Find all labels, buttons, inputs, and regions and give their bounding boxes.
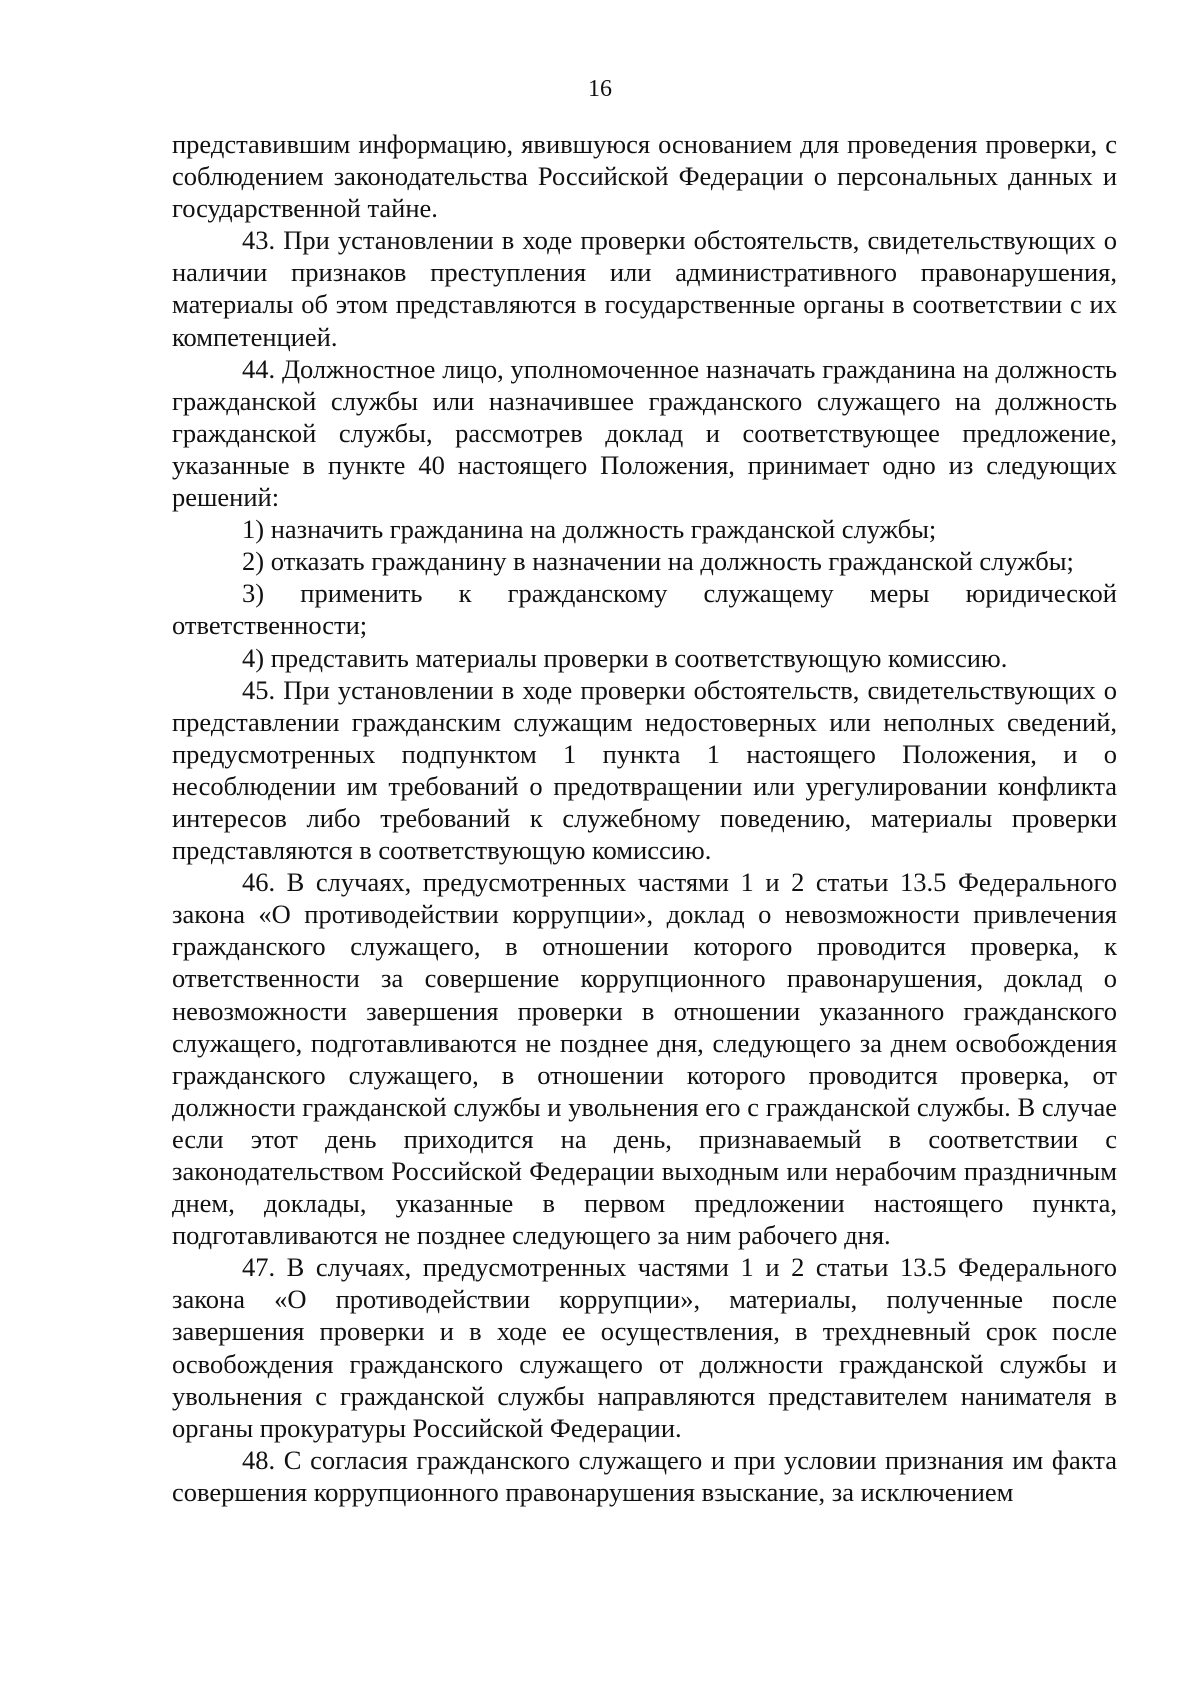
paragraph-48: 48. С согласия гражданского служащего и при условии признания им факта совершения коррупционного правонарушения взыскание, за исключением [172, 1444, 1117, 1507]
list-item-3: 3) применить к гражданскому служащему меры юридической ответственности; [172, 578, 1117, 641]
document-body [172, 128, 1117, 1508]
paragraph-45: 45. При установлении в ходе проверки обстоятельств, свидетельствующих о представлении гражданским служащим недостоверных или неполных сведений, предусмотренных подпунктом 1 пункта 1 настоящего Положения, и о несоблюдении им требований о предотвращении или урегулировании конфликта интересов либо требований к служебному поведению, материалы проверки представляются в соответствующую комиссию. [172, 674, 1117, 866]
paragraph-44: 44. Должностное лицо, уполномоченное назначать гражданина на должность гражданской службы или назначившее гражданского служащего на должность гражданской службы, рассмотрев доклад и соответствующее предложение, указанные в пункте 40 настоящего Положения, принимает одно из следующих решений: [172, 353, 1117, 513]
page-number: 16 [588, 76, 612, 102]
list-item-1: 1) назначить гражданина на должность гражданской службы; [242, 514, 937, 545]
paragraph-43: 43. При установлении в ходе проверки обстоятельств, свидетельствующих о наличии признаков преступления или административного правонарушения, материалы об этом представляются в государственные органы в соответствии с их компетенцией. [172, 225, 1117, 352]
paragraph-47: 47. В случаях, предусмотренных частями 1 и 2 статьи 13.5 Федерального закона «О противодействии коррупции», материалы, полученные после завершения проверки и в ходе ее осуществления, в трехдневный срок после освобождения гражданского служащего от должности гражданской службы и увольнения с гражданской службы направляются представителем нанимателя в органы прокуратуры Российской Федерации. [172, 1252, 1117, 1443]
list-item-2: 2) отказать гражданину в назначении на должность гражданской службы; [242, 546, 1074, 577]
list-item-4: 4) представить материалы проверки в соответствующую комиссию. [242, 642, 1008, 673]
paragraph-46: 46. В случаях, предусмотренных частями 1 и 2 статьи 13.5 Федерального закона «О противодействии коррупции», доклад о невозможности привлечения гражданского служащего, в отношении которого проводится проверка, к ответственности за совершение коррупционного правонарушения, доклад о невозможности завершения проверки в отношении указанного гражданского служащего, подготавливаются не позднее дня, следующего за днем освобождения гражданского служащего, в отношении которого проводится проверка, от должности гражданской службы и увольнения его с гражданской службы. В случае если этот день приходится на день, признаваемый в соответствии с законодательством Российской Федерации выходным или нерабочим праздничным днем, доклады, указанные в первом предложении настоящего пункта, подготавливаются не позднее следующего за ним рабочего дня. [172, 867, 1117, 1251]
paragraph-continuation: представившим информацию, явившуюся основанием для проведения проверки, с соблюдением законодательства Российской Федерации о персональных данных и государственной тайне. [172, 129, 1117, 224]
